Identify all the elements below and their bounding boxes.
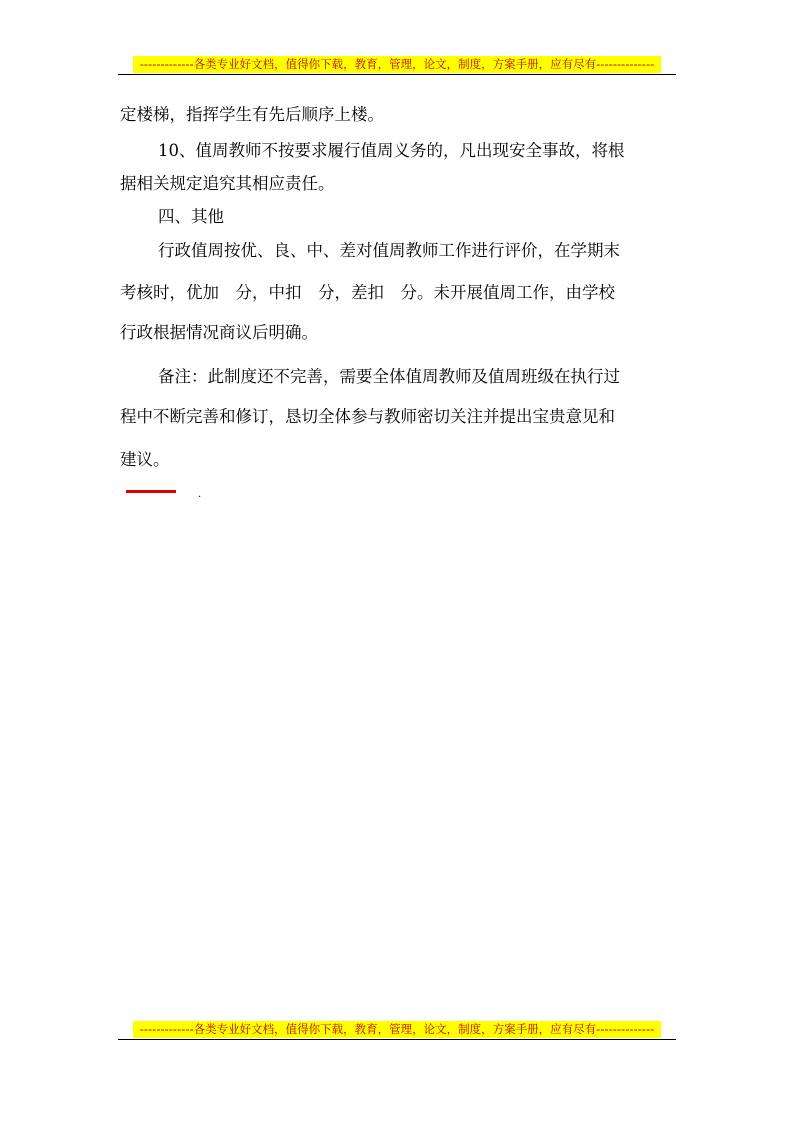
section-heading-other: 四、其他 (158, 207, 224, 226)
note-line-2: 程中不断完善和修订，恳切全体参与教师密切关注并提出宝贵意见和 (120, 407, 615, 426)
footer-banner: -------------各类专业好文档，值得你下载，教育，管理，论文，制度，方案手册，应有尽有-------------- (133, 1021, 661, 1038)
note-line-3: 建议。 (120, 450, 170, 469)
header-banner: -------------各类专业好文档，值得你下载，教育，管理，论文，制度，方案手册，应有尽有-------------- (133, 56, 661, 73)
header-rule (118, 74, 676, 75)
red-underline-mark (126, 490, 176, 493)
body-line-7: 行政根据情况商议后明确。 (120, 323, 318, 342)
stray-dot: . (198, 489, 202, 500)
body-line-1: 定楼梯，指挥学生有先后顺序上楼。 (120, 105, 384, 124)
body-line-3: 据相关规定追究其相应责任。 (120, 174, 335, 193)
body-line-5: 行政值周按优、良、中、差对值周教师工作进行评价，在学期末 (158, 241, 620, 260)
footer-rule (118, 1039, 676, 1040)
body-line-6: 考核时，优加 分，中扣 分，差扣 分。未开展值周工作，由学校 (120, 283, 615, 302)
body-line-2: 10、值周教师不按要求履行值周义务的，凡出现安全事故，将根 (158, 141, 625, 160)
note-line-1: 备注：此制度还不完善，需要全体值周教师及值周班级在执行过 (158, 367, 620, 386)
